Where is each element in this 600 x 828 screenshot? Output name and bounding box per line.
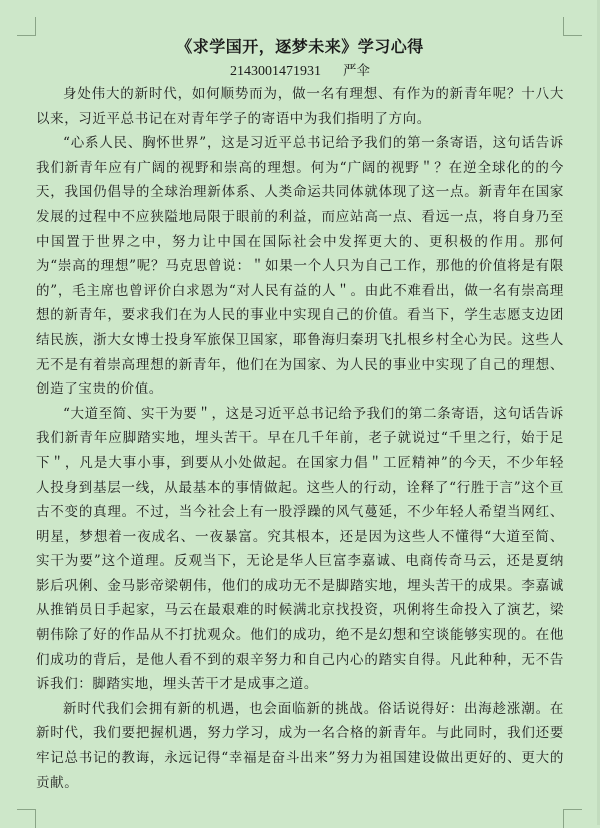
paragraph-first-message: “心系人民、胸怀世界”，这是习近平总书记给予我们的第一条寄语，这句话告诉我们新青年应有广阔的视野和崇高的理想。何为“广阔的视野＂？在逆全球化的的今天，我国仍倡导的全球治理新体系、人类命运共同体就体现了这一点。新青年在国家发展的过程中不应狭隘地局限于眼前的利益，而应站高一点、看远一点，将自身乃至中国置于世界之中，努力让中国在国际社会中发挥更大的、更积极的作用。那何为“崇高的理想”呢？马克思曾说：＂如果一个人只为自己工作，那他的价值将是有限的”，毛主席也曾评价白求恩为“对人民有益的人＂。由此不难看出，做一名有崇高理想的新青年，要求我们在为人民的事业中实现自己的价值。看当下，学生志愿支边团结民族，浙大女博士投身军旅保卫国家，耶鲁海归秦玥飞扎根乡村全心为民。这些人无不是有着崇高理想的新青年，他们在为国家、为人民的事业中实现了自己的理想、创造了宝贵的价值。 bbox=[36, 135, 564, 398]
margin-mark-bottom-right bbox=[563, 809, 582, 828]
margin-mark-top-left bbox=[17, 17, 36, 36]
paragraph-second-message: “大道至简、实干为要＂，这是习近平总书记给予我们的第二条寄语，这句话告诉我们新青年应脚踏实地，埋头苦干。早在几千年前，老子就说过“千里之行，始于足下＂，凡是大事小事，到要从小处做起。在国家力倡＂工匠精神”的今天，不少年轻人投身到基层一线，从最基本的事情做起。这些人的行动，诠释了“行胜于言”这个亘古不变的真理。不过，当今社会上有一股浮躁的风气蔓延，不少年轻人希望当网红、明星，梦想着一夜成名、一夜暴富。究其根本，还是因为这些人不懂得“大道至简、实干为要”这个道理。反观当下，无论是华人巨富李嘉诚、电商传奇马云，还是夏纳影后巩俐、金马影帝梁朝伟，他们的成功无不是脚踏实地，埋头苦干的成果。李嘉诚从推销员日手起家，马云在最艰难的时候满北京找投资，巩俐将生命投入了演艺，梁朝伟除了好的作品从不打扰观众。他们的成功，绝不是幻想和空谈能够实现的。在他们成功的背后，是他人看不到的艰辛努力和自己内心的踏实自得。凡此种种，无不告诉我们：脚踏实地，埋头苦干才是成事之道。 bbox=[36, 405, 565, 693]
margin-mark-top-right bbox=[563, 17, 582, 36]
document-page bbox=[36, 36, 564, 795]
margin-mark-bottom-left bbox=[17, 809, 36, 828]
student-id: 2143001471931 bbox=[230, 64, 321, 79]
paragraph-conclusion: 新时代我们会拥有新的机遇，也会面临新的挑战。俗话说得好：出海趁涨潮。在新时代，我们要把握机遇，努力学习，成为一名合格的新青年。与此同时，我们还要牢记总书记的教诲，永远记得“幸福是奋斗出来”努力为祖国建设做出更好的、更大的贡献。 bbox=[36, 700, 564, 791]
paragraph-intro: 身处伟大的新时代，如何顺势而为，做一名有理想、有作为的新青年呢？十八大以来，习近平总书记在对青年学子的寄语中为我们指明了方向。 bbox=[36, 86, 564, 127]
byline bbox=[36, 61, 564, 82]
author-name: 严伞 bbox=[343, 63, 370, 79]
document-title: 《求学国开，逐梦未来》学习心得 bbox=[176, 37, 424, 56]
